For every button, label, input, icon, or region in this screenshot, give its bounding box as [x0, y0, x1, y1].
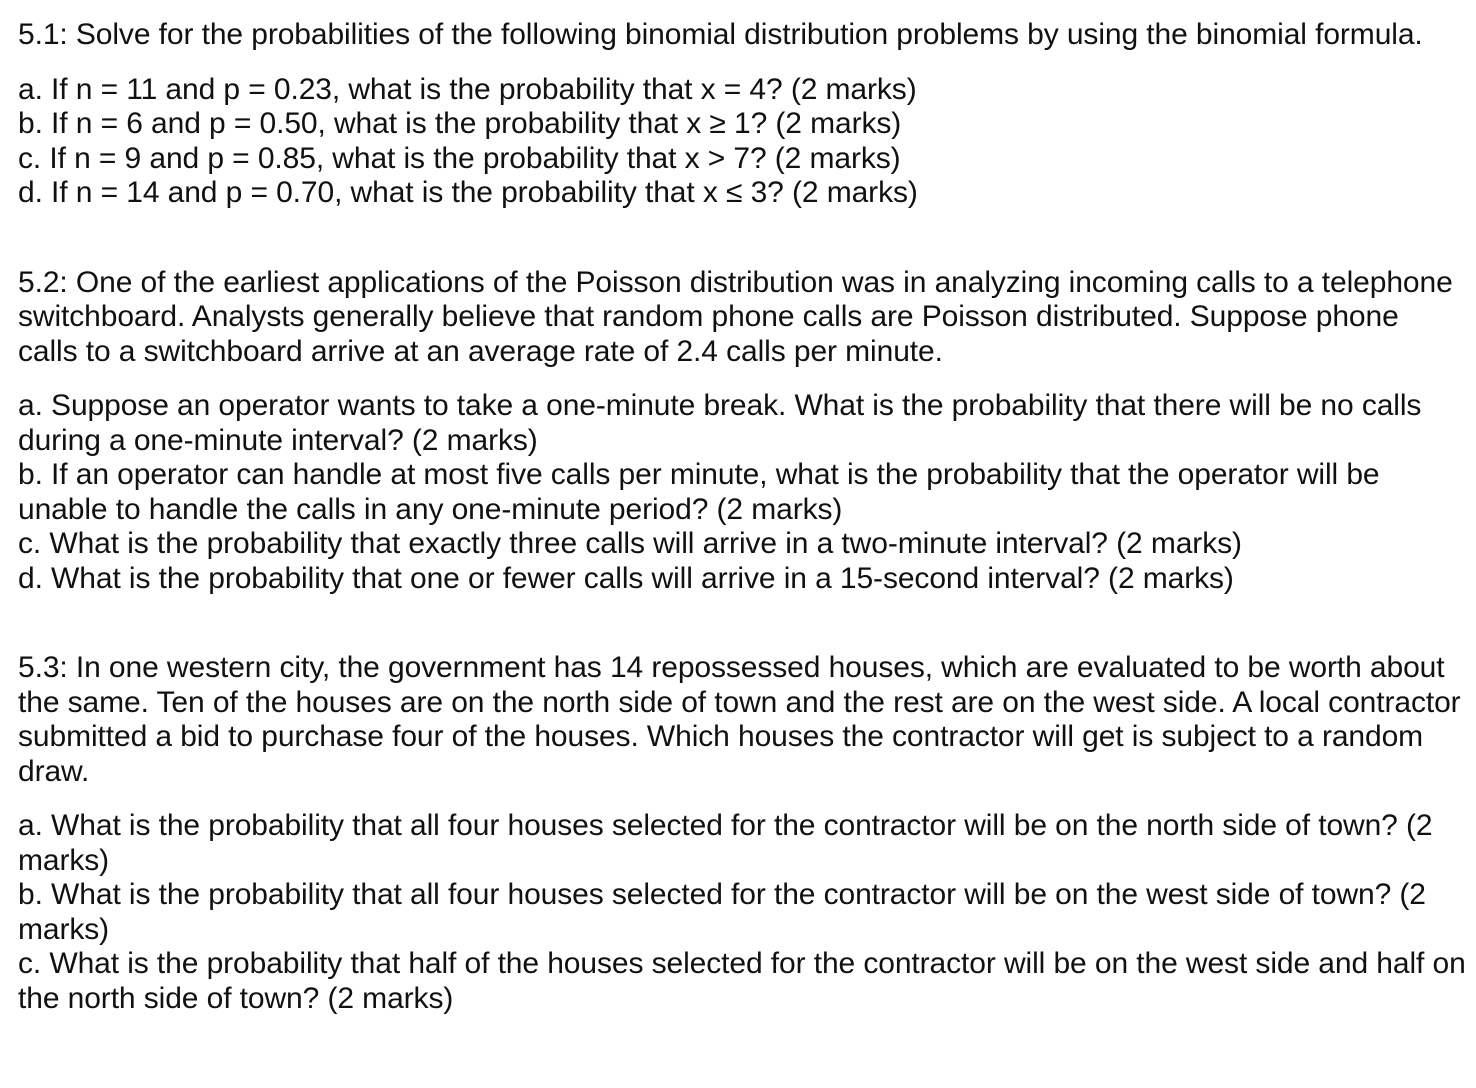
question-item: b. If an operator can handle at most five calls per minute, what is the probability that the operator will be unable to handle the calls in any one-minute period? (2 marks): [18, 458, 1380, 526]
section-intro: 5.1: Solve for the probabilities of the following binomial distribution problems by using the binomial formula.: [18, 18, 1423, 51]
question-item: c. What is the probability that exactly three calls will arrive in a two-minute interval? (2 marks): [18, 527, 1242, 560]
section-spacer: [18, 596, 1466, 651]
section-spacer: [18, 211, 1466, 266]
question-list: [18, 73, 1466, 211]
question-item: a. What is the probability that all four houses selected for the contractor will be on the north side of town? (2 marks): [18, 809, 1433, 877]
question-item: d. If n = 14 and p = 0.70, what is the probability that x ≤ 3? (2 marks): [18, 176, 918, 209]
question-item: c. What is the probability that half of the houses selected for the contractor will be on the west side and half on the north side of town? (2 marks): [18, 947, 1466, 1015]
section-intro: 5.3: In one western city, the government has 14 repossessed houses, which are evaluated to be worth about the same. Ten of the houses are on the north side of town and the rest are on the west side. A local contractor submitted a bid to purchase four of the houses. Which houses the contractor will get is subject to a random draw.: [18, 651, 1461, 788]
question-list: [18, 809, 1466, 1016]
question-item: d. What is the probability that one or fewer calls will arrive in a 15-second interval? (2 marks): [18, 561, 1234, 595]
question-item: c. If n = 9 and p = 0.85, what is the probability that x > 7? (2 marks): [18, 141, 901, 175]
question-item: b. If n = 6 and p = 0.50, what is the probability that x ≥ 1? (2 marks): [18, 107, 902, 140]
section-5-2: [18, 266, 1466, 597]
question-item: b. What is the probability that all four houses selected for the contractor will be on the west side of town? (2 marks): [18, 878, 1426, 946]
section-5-3: [18, 651, 1466, 1016]
question-list: [18, 389, 1466, 596]
question-item: a. Suppose an operator wants to take a one-minute break. What is the probability that there will be no calls during a one-minute interval? (2 marks): [18, 389, 1422, 457]
section-5-1: [18, 18, 1466, 211]
section-intro: 5.2: One of the earliest applications of the Poisson distribution was in analyzing incoming calls to a telephone switchboard. Analysts generally believe that random phone calls are Poisson distributed. Suppose phone calls to a switchboard arrive at an average rate of 2.4 calls per minute.: [18, 265, 1453, 368]
document-page: [18, 18, 1466, 1016]
question-item: a. If n = 11 and p = 0.23, what is the probability that x = 4? (2 marks): [18, 72, 917, 106]
